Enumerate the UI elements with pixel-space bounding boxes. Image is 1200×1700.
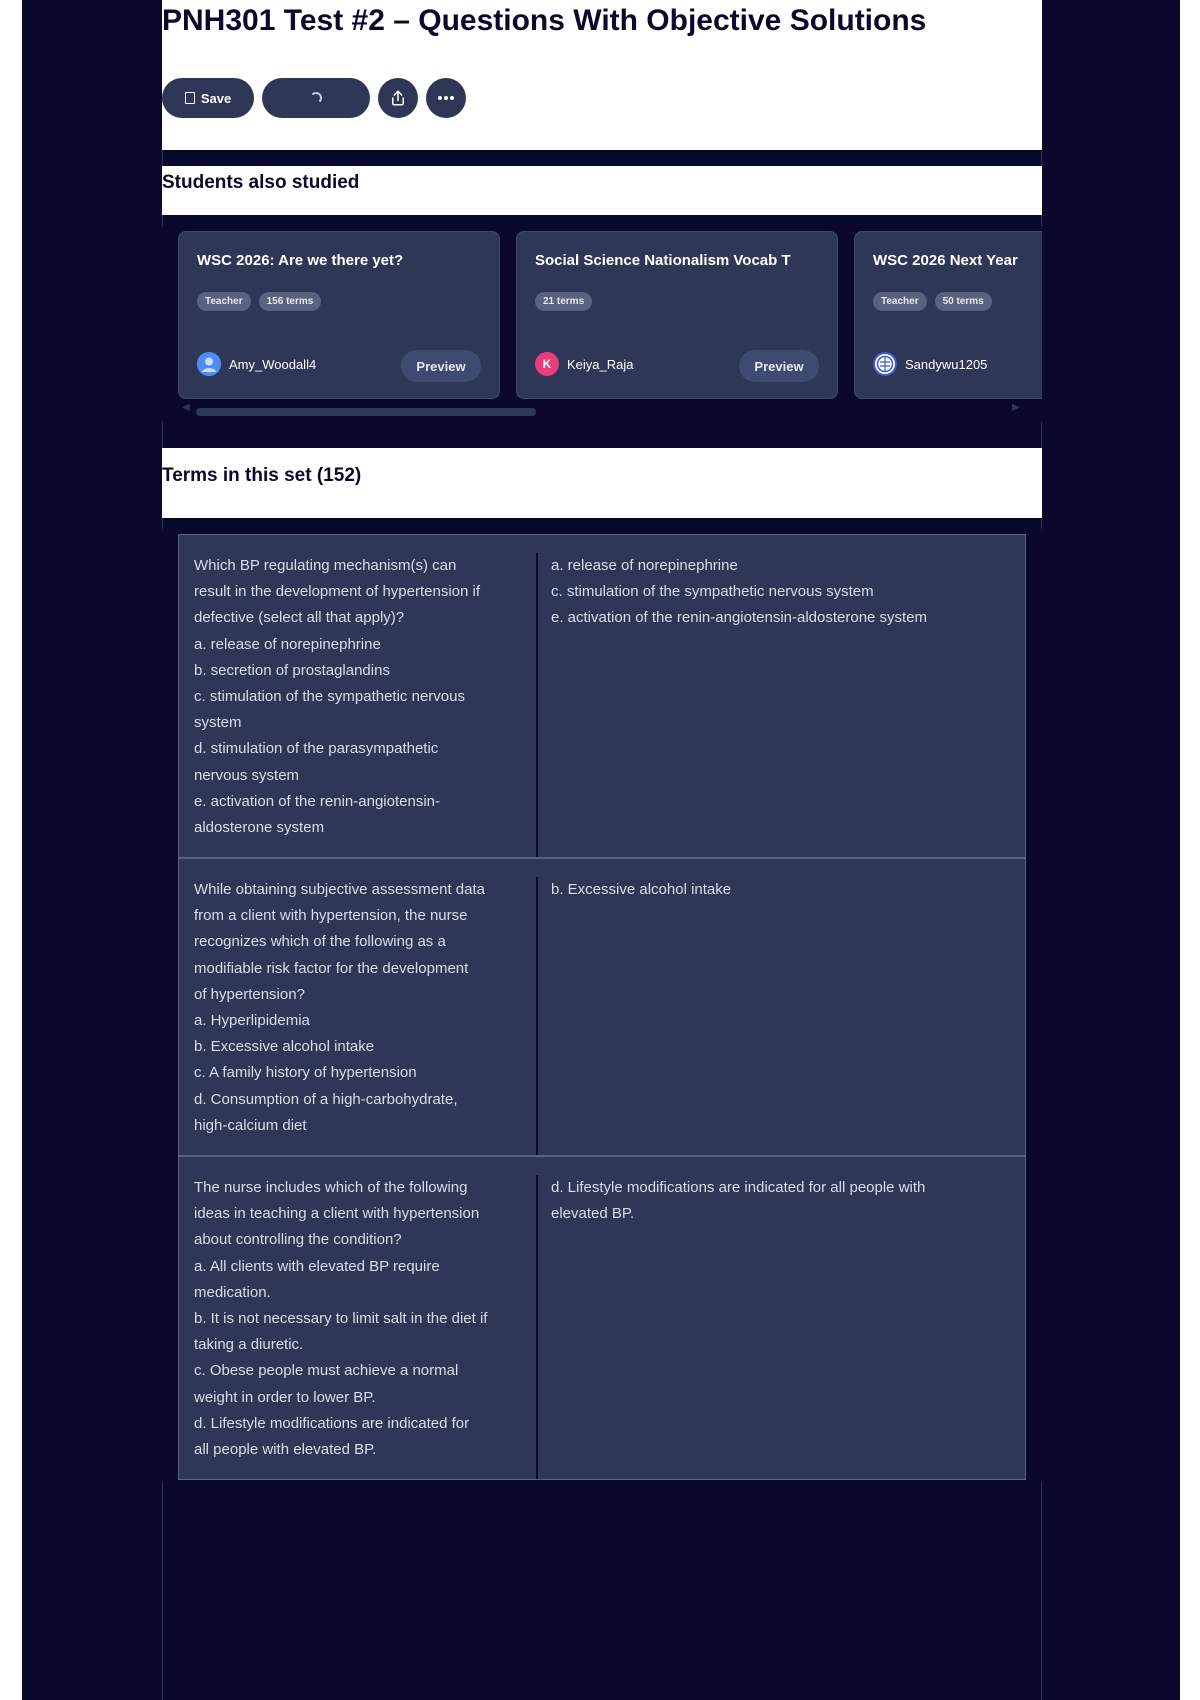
term-line: a. All clients with elevated BP require xyxy=(194,1257,440,1275)
card-badges xyxy=(873,292,992,311)
term-line: of hypertension? xyxy=(194,985,305,1003)
term-line: b. Excessive alcohol intake xyxy=(551,881,732,898)
share-icon xyxy=(389,89,407,107)
author-name: Amy_Woodall4 xyxy=(229,356,317,372)
card-title: WSC 2026 Next Year xyxy=(873,252,1018,269)
author-name: Keiya_Raja xyxy=(567,356,634,372)
term-answer xyxy=(551,1175,1001,1227)
action-toolbar xyxy=(162,78,466,118)
term-row xyxy=(178,1156,1026,1480)
term-line: high-calcium diet xyxy=(194,1116,307,1134)
term-row xyxy=(178,858,1026,1156)
term-line: defective (select all that apply)? xyxy=(194,609,405,627)
term-line: d. Lifestyle modifications are indicated for xyxy=(194,1414,470,1432)
term-question xyxy=(194,553,519,841)
term-question xyxy=(194,877,519,1139)
term-line: ideas in teaching a client with hypertension xyxy=(194,1205,480,1223)
term-divider xyxy=(536,877,538,1155)
term-line: about controlling the condition? xyxy=(194,1231,402,1249)
term-line: recognizes which of the following as a xyxy=(194,933,446,951)
term-line: c. A family history of hypertension xyxy=(194,1064,417,1082)
badge: 156 terms xyxy=(259,292,322,311)
terms-list xyxy=(162,518,1042,1493)
terms-count-title: Terms in this set (152) xyxy=(162,465,362,486)
also-studied-header xyxy=(162,166,1042,215)
avatar xyxy=(873,352,897,376)
term-line: While obtaining subjective assessment data xyxy=(194,881,485,898)
carousel-scrollbar[interactable] xyxy=(196,408,536,416)
term-line: result in the development of hypertension if xyxy=(194,583,481,601)
card-author[interactable] xyxy=(535,352,634,376)
more-options-button[interactable] xyxy=(426,78,466,118)
card-author[interactable] xyxy=(873,352,987,376)
avatar: K xyxy=(535,352,559,376)
term-line: d. stimulation of the parasympathetic xyxy=(194,740,439,758)
save-button[interactable] xyxy=(162,78,254,118)
globe-avatar-icon xyxy=(876,355,894,373)
term-row xyxy=(178,534,1026,858)
save-label: Save xyxy=(200,90,232,106)
term-line: a. Hyperlipidemia xyxy=(194,1012,310,1030)
term-line: c. Obese people must achieve a normal xyxy=(194,1362,459,1380)
term-question xyxy=(194,1175,519,1463)
term-line: weight in order to lower BP. xyxy=(194,1388,376,1406)
loading-button[interactable] xyxy=(262,78,370,118)
card-title: Social Science Nationalism Vocab T xyxy=(535,252,791,269)
preview-button[interactable]: Preview xyxy=(401,350,481,382)
more-icon xyxy=(437,95,455,101)
also-studied-carousel[interactable] xyxy=(162,215,1042,433)
term-line: a. release of norepinephrine xyxy=(551,557,738,574)
card-badges xyxy=(535,292,592,311)
scroll-right-icon[interactable]: ▶ xyxy=(1012,402,1020,413)
term-line: Which BP regulating mechanism(s) can xyxy=(194,557,457,574)
term-divider xyxy=(536,553,538,857)
spinner-icon xyxy=(310,92,322,104)
term-line: taking a diuretic. xyxy=(194,1336,304,1354)
study-set-card[interactable] xyxy=(854,231,1042,399)
term-line: e. activation of the renin-angiotensin- xyxy=(194,792,440,810)
term-answer xyxy=(551,877,1001,903)
page-title: PNH301 Test #2 – Questions With Objective Solutions xyxy=(162,4,927,37)
set-header xyxy=(162,0,1042,150)
term-line: aldosterone system xyxy=(194,819,325,837)
card-author[interactable] xyxy=(197,352,316,376)
term-line: elevated BP. xyxy=(551,1205,635,1223)
card-title: WSC 2026: Are we there yet? xyxy=(197,252,404,269)
term-line: d. Consumption of a high-carbohydrate, xyxy=(194,1090,458,1108)
term-line: b. secretion of prostaglandins xyxy=(194,661,390,679)
badge: 21 terms xyxy=(535,292,592,311)
term-line: from a client with hypertension, the nurse xyxy=(194,907,468,925)
study-set-card[interactable] xyxy=(178,231,500,399)
author-name: Sandywu1205 xyxy=(905,356,988,372)
term-line: c. stimulation of the sympathetic nervous system xyxy=(551,583,874,601)
avatar xyxy=(197,352,221,376)
study-set-card[interactable] xyxy=(516,231,838,399)
term-line: The nurse includes which of the following xyxy=(194,1179,468,1196)
bookmark-icon xyxy=(185,92,195,104)
term-line: system xyxy=(194,714,242,732)
badge: 50 terms xyxy=(935,292,992,311)
term-line: e. activation of the renin-angiotensin-aldosterone system xyxy=(551,609,928,627)
term-line: all people with elevated BP. xyxy=(194,1441,377,1459)
term-line: medication. xyxy=(194,1283,271,1301)
card-badges xyxy=(197,292,321,311)
term-line: b. Excessive alcohol intake xyxy=(194,1038,375,1056)
badge: Teacher xyxy=(197,292,251,311)
section-title: Students also studied xyxy=(162,172,360,193)
badge: Teacher xyxy=(873,292,927,311)
term-line: nervous system xyxy=(194,766,300,784)
user-icon xyxy=(197,352,221,376)
term-line: d. Lifestyle modifications are indicated for all people with xyxy=(551,1179,926,1196)
term-line: modifiable risk factor for the development xyxy=(194,959,469,977)
scroll-left-icon[interactable]: ◀ xyxy=(182,402,190,413)
share-button[interactable] xyxy=(378,78,418,118)
term-line: a. release of norepinephrine xyxy=(194,635,381,653)
terms-header xyxy=(162,448,1042,518)
term-line: c. stimulation of the sympathetic nervous xyxy=(194,688,465,706)
term-divider xyxy=(536,1175,538,1479)
preview-button[interactable]: Preview xyxy=(739,350,819,382)
term-answer xyxy=(551,553,1001,632)
term-line: b. It is not necessary to limit salt in the diet if xyxy=(194,1310,488,1328)
